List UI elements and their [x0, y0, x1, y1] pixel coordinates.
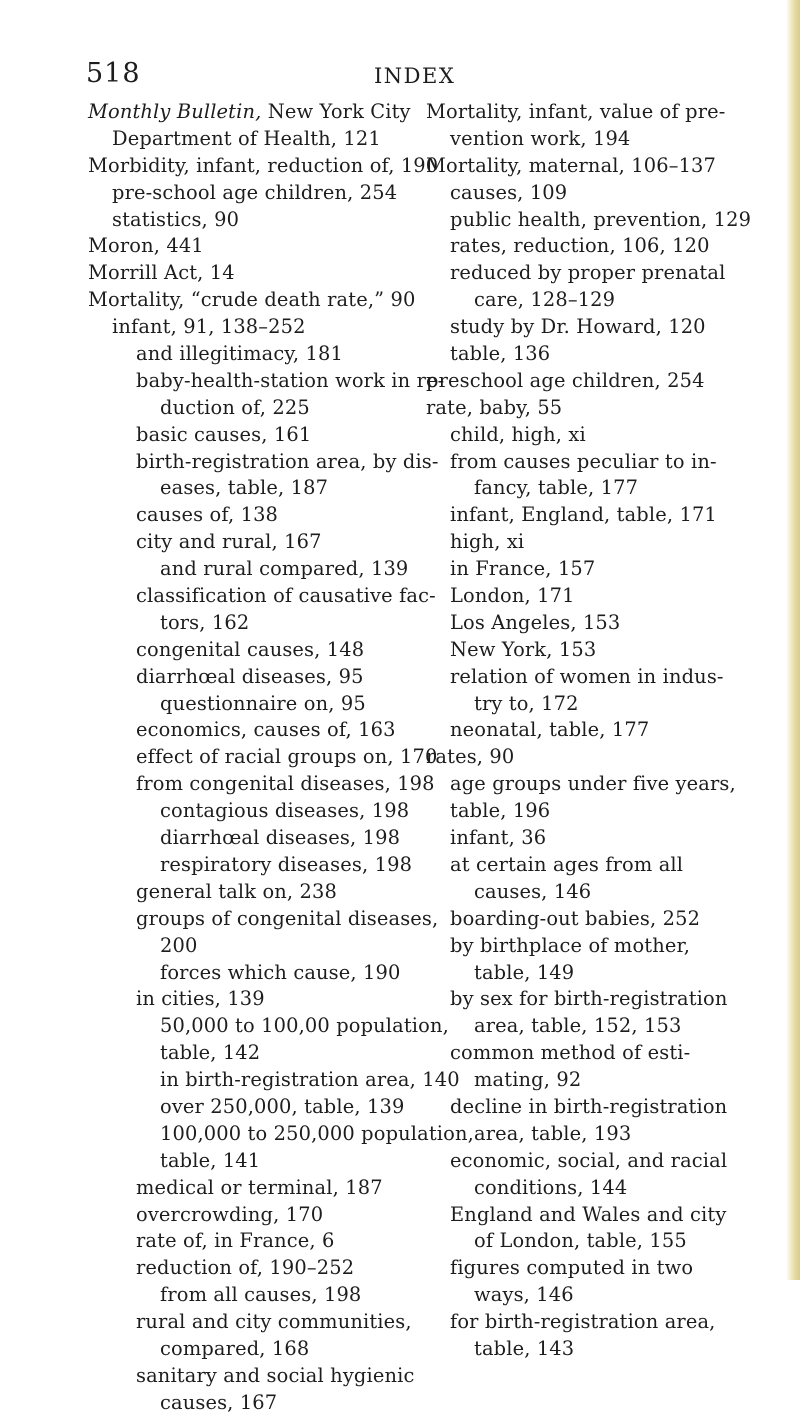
index-entry: [88, 1363, 415, 1390]
index-entry: [88, 1282, 410, 1309]
index-entry: [88, 610, 410, 637]
index-entry-text: infant, 36: [450, 826, 547, 850]
index-entry-text: medical or terminal, 187: [136, 1175, 383, 1199]
index-entry: [88, 1390, 410, 1417]
index-entry: [88, 825, 410, 852]
index-entry: [88, 556, 410, 583]
index-entry: [88, 1094, 410, 1121]
index-entry: [426, 1228, 752, 1255]
index-entry: [88, 879, 410, 906]
index-entry-text: from congenital diseases, 198: [136, 772, 435, 796]
index-entry: [88, 341, 410, 368]
index-entry-text: Morrill Act, 14: [88, 261, 235, 285]
index-entry: [88, 1309, 410, 1336]
index-entry: [88, 1040, 410, 1067]
index-entry: [426, 798, 752, 825]
index-entry-text: area, table, 152, 153: [474, 1014, 682, 1038]
index-entry-text: preschool age children, 254: [426, 368, 705, 392]
index-entry-text: England and Wales and city: [450, 1202, 727, 1226]
index-entry-text: 200: [160, 933, 198, 957]
index-entry: [88, 798, 410, 825]
index-entry: [426, 691, 752, 718]
index-entry-text: economics, causes of, 163: [136, 718, 396, 742]
index-entry: [426, 717, 752, 744]
index-entry-text: infant, 91, 138–252: [112, 315, 306, 339]
page-number: 518: [86, 58, 141, 89]
index-entry: [88, 986, 410, 1013]
index-entry: [88, 933, 410, 960]
index-entry-text: Moron, 441: [88, 234, 204, 258]
index-entry-text: reduction of, 190–252: [136, 1256, 355, 1280]
index-entry-text: New York City: [261, 100, 411, 123]
index-entry-text: for birth-registration area,: [450, 1310, 716, 1334]
index-entry-text: table, 196: [450, 799, 551, 823]
index-column-right: [426, 99, 752, 1363]
index-entry-text: ways, 146: [474, 1283, 574, 1307]
index-entry: [426, 99, 752, 126]
index-entry-text: respiratory diseases, 198: [160, 852, 413, 876]
index-entry-text: vention work, 194: [450, 126, 631, 150]
index-entry: [426, 422, 752, 449]
index-entry: [426, 771, 752, 798]
index-entry-text: study by Dr. Howard, 120: [450, 315, 706, 339]
index-entry-text: birth-registration area, by dis-: [136, 449, 439, 473]
index-entry-text: mating, 92: [474, 1068, 582, 1092]
index-entry-text: figures computed in two: [450, 1256, 694, 1280]
index-entry: [426, 233, 752, 260]
index-entry-text: boarding-out babies, 252: [450, 906, 701, 930]
page-edge-shadow: [786, 0, 800, 1280]
index-entry: [88, 1067, 460, 1094]
index-entry-text: rate, baby, 55: [426, 395, 563, 419]
index-entry-text: 100,000 to 250,000 population,: [160, 1121, 474, 1145]
index-entry-title: Monthly Bulletin,: [88, 100, 262, 123]
index-entry-text: contagious diseases, 198: [160, 799, 410, 823]
index-entry-text: general talk on, 238: [136, 879, 338, 903]
index-entry: [88, 287, 416, 314]
index-entry-text: child, high, xi: [450, 422, 586, 446]
index-entry-text: rural and city communities,: [136, 1310, 412, 1334]
index-entry-text: rates, 90: [426, 745, 515, 769]
index-entry-text: in France, 157: [450, 557, 596, 581]
index-entry-text: rates, reduction, 106, 120: [450, 234, 710, 258]
index-entry: [426, 475, 752, 502]
index-entry-text: conditions, 144: [474, 1175, 628, 1199]
index-entry: [88, 180, 410, 207]
index-entry-text: neonatal, table, 177: [450, 718, 650, 742]
index-entry: [426, 1094, 752, 1121]
index-entry-text: effect of racial groups on, 170: [136, 745, 438, 769]
index-entry: [426, 1202, 752, 1229]
index-entry-text: infant, England, table, 171: [450, 503, 717, 527]
index-entry-text: of London, table, 155: [474, 1229, 687, 1253]
index-entry: [426, 1255, 752, 1282]
index-entry: [88, 99, 410, 126]
index-entry-text: causes, 167: [160, 1390, 278, 1414]
index-entry: [426, 610, 752, 637]
index-entry-text: duction of, 225: [160, 395, 310, 419]
index-entry: [426, 986, 752, 1013]
index-entry: [88, 1013, 449, 1040]
index-entry: [88, 906, 439, 933]
index-entry: [426, 1309, 752, 1336]
index-entry-text: reduced by proper prenatal: [450, 261, 726, 285]
index-entry-text: common method of esti-: [450, 1041, 691, 1065]
index-entry-text: tors, 162: [160, 610, 250, 634]
index-entry: [88, 1175, 410, 1202]
index-entry: [426, 933, 752, 960]
index-entry-text: Morbidity, infant, reduction of, 190: [88, 153, 439, 177]
index-entry-text: table, 142: [160, 1041, 261, 1065]
index-entry-text: forces which cause, 190: [160, 960, 401, 984]
index-entry-text: causes of, 138: [136, 503, 279, 527]
index-entry-text: fancy, table, 177: [474, 476, 639, 500]
index-entry: [88, 852, 413, 879]
index-entry: [88, 637, 410, 664]
index-entry-text: age groups under five years,: [450, 772, 736, 796]
index-entry-text: compared, 168: [160, 1336, 310, 1360]
index-entry: [426, 583, 752, 610]
running-head: INDEX: [374, 64, 456, 88]
index-entry-text: from all causes, 198: [160, 1283, 362, 1307]
index-entry: [88, 449, 439, 476]
index-entry-text: questionnaire on, 95: [160, 691, 366, 715]
index-entry: [88, 126, 410, 153]
index-entry: [88, 475, 410, 502]
index-entry-text: from causes peculiar to in-: [450, 449, 717, 473]
index-entry-text: in birth-registration area, 140: [160, 1068, 460, 1092]
index-entry: [88, 664, 410, 691]
index-entry-text: causes, 146: [474, 879, 592, 903]
index-entry-text: classification of causative fac-: [136, 584, 436, 608]
index-entry: [88, 1121, 474, 1148]
index-entry: [88, 717, 410, 744]
index-entry-text: sanitary and social hygienic: [136, 1363, 415, 1387]
index-entry: [426, 395, 752, 422]
index-entry-text: pre-school age children, 254: [112, 180, 398, 204]
index-entry: [88, 368, 445, 395]
index-entry: [88, 1148, 410, 1175]
index-entry: [426, 1148, 752, 1175]
index-entry: [426, 260, 752, 287]
index-entry: [426, 1121, 752, 1148]
index-entry-text: New York, 153: [450, 637, 597, 661]
index-entry: [88, 260, 410, 287]
index-entry: [88, 771, 435, 798]
index-entry: [426, 207, 752, 234]
index-entry-text: 50,000 to 100,00 population,: [160, 1014, 449, 1038]
index-entry-text: high, xi: [450, 530, 525, 554]
index-entry-text: decline in birth-registration: [450, 1094, 728, 1118]
index-entry-text: diarrhœal diseases, 198: [160, 826, 401, 850]
index-entry-text: over 250,000, table, 139: [160, 1094, 405, 1118]
index-entry: [426, 906, 752, 933]
index-entry: [88, 1228, 410, 1255]
index-entry-text: and illegitimacy, 181: [136, 342, 343, 366]
index-entry-text: Department of Health, 121: [112, 126, 381, 150]
index-entry: [426, 529, 752, 556]
index-entry-text: relation of women in indus-: [450, 664, 724, 688]
index-entry-text: Los Angeles, 153: [450, 610, 621, 634]
index-entry-text: Mortality, maternal, 106–137: [426, 153, 717, 177]
index-entry-text: by birthplace of mother,: [450, 933, 691, 957]
index-entry-text: Mortality, infant, value of pre-: [426, 100, 726, 123]
index-entry: [426, 637, 752, 664]
index-entry-text: statistics, 90: [112, 207, 240, 231]
index-entry: [426, 502, 752, 529]
index-entry: [88, 960, 410, 987]
index-entry: [426, 1336, 752, 1363]
index-entry: [88, 395, 410, 422]
index-entry-text: by sex for birth-registration: [450, 987, 728, 1011]
index-entry: [426, 1175, 752, 1202]
index-entry-text: baby-health-station work in re-: [136, 368, 445, 392]
page-header: [86, 58, 766, 98]
index-entry: [88, 422, 410, 449]
index-entry-text: in cities, 139: [136, 987, 265, 1011]
index-entry-text: causes, 109: [450, 180, 568, 204]
index-entry: [88, 744, 438, 771]
index-entry-text: care, 128–129: [474, 288, 616, 312]
index-entry-text: area, table, 193: [474, 1121, 632, 1145]
index-entry: [426, 153, 752, 180]
index-entry: [426, 1067, 752, 1094]
index-entry: [88, 207, 410, 234]
index-entry-text: and rural compared, 139: [160, 557, 409, 581]
index-entry: [426, 825, 752, 852]
index-entry-text: economic, social, and racial: [450, 1148, 728, 1172]
index-entry: [88, 153, 439, 180]
index-entry-text: congenital causes, 148: [136, 637, 365, 661]
index-entry: [88, 233, 410, 260]
index-entry-text: at certain ages from all: [450, 852, 684, 876]
index-entry: [426, 287, 752, 314]
index-entry: [426, 341, 752, 368]
index-entry: [426, 314, 752, 341]
index-entry-text: groups of congenital diseases,: [136, 906, 439, 930]
index-entry-text: overcrowding, 170: [136, 1202, 324, 1226]
index-entry: [88, 502, 410, 529]
index-entry-text: table, 149: [474, 960, 575, 984]
index-entry-text: public health, prevention, 129: [450, 207, 752, 231]
index-entry: [426, 960, 752, 987]
index-entry-text: table, 143: [474, 1336, 575, 1360]
index-entry: [426, 852, 752, 879]
index-entry: [88, 314, 410, 341]
index-entry: [88, 691, 410, 718]
index-entry: [88, 583, 436, 610]
index-entry: [88, 1255, 410, 1282]
index-entry-text: Mortality, “crude death rate,” 90: [88, 288, 416, 312]
index-entry: [426, 664, 752, 691]
index-entry: [426, 180, 752, 207]
index-entry: [426, 1282, 752, 1309]
index-entry-text: diarrhœal diseases, 95: [136, 664, 364, 688]
index-entry: [426, 368, 752, 395]
index-entry: [426, 126, 752, 153]
index-entry: [88, 1336, 410, 1363]
index-entry: [426, 879, 752, 906]
index-entry-text: eases, table, 187: [160, 476, 329, 500]
index-entry: [88, 1202, 410, 1229]
index-entry: [426, 1013, 752, 1040]
index-entry-text: table, 136: [450, 342, 551, 366]
index-entry: [88, 529, 410, 556]
index-entry-text: table, 141: [160, 1148, 261, 1172]
index-entry: [426, 1040, 752, 1067]
index-entry: [426, 556, 752, 583]
index-entry: [426, 449, 752, 476]
index-entry-text: city and rural, 167: [136, 530, 322, 554]
index-entry-text: London, 171: [450, 584, 575, 608]
index-entry: [426, 744, 752, 771]
index-entry-text: rate of, in France, 6: [136, 1229, 335, 1253]
index-entry-text: basic causes, 161: [136, 422, 312, 446]
index-entry-text: try to, 172: [474, 691, 579, 715]
